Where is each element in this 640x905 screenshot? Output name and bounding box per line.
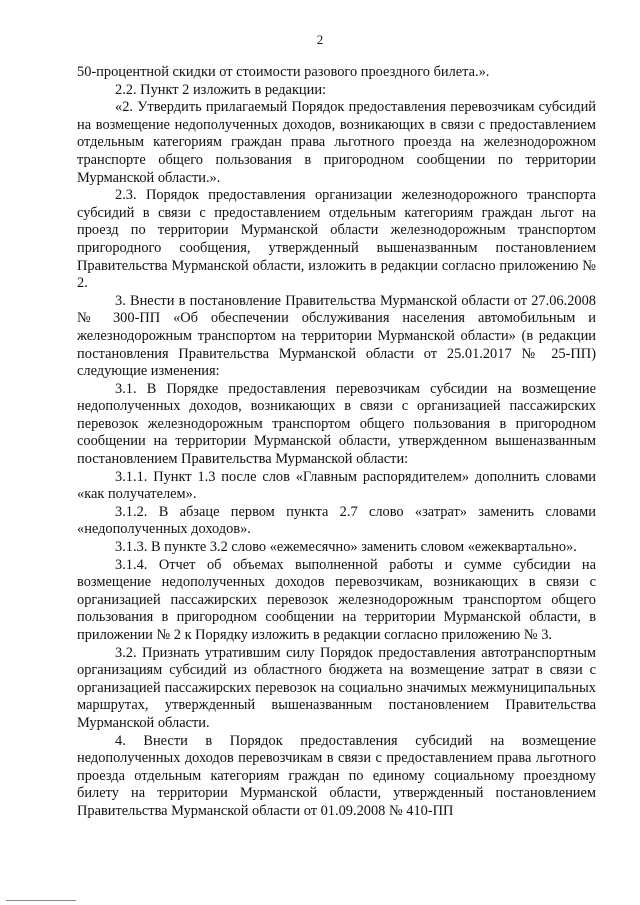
paragraph-3-1: 3.1. В Порядке предоставления перевозчикам субсидии на возмещение недополученных доходов, возникающих в связи с организацией пассажирских перевозок железнодорожным транспортом общего пользования в пригородном сообщении на территории Мурманской области, утвержденном вышеназванным постановлением Правительства Мурманской области:: [77, 380, 596, 468]
paragraph-3-2: 3.2. Признать утратившим силу Порядок предоставления автотранспортным организациям субсидий из областного бюджета на возмещение затрат в связи с организацией пассажирских перевозок на социально значимых межмуниципальных маршрутах, утвержденный вышеназванным постановлением Правительства Мурманской области.: [77, 644, 596, 731]
paragraph-continuation: 50-процентной скидки от стоимости разового проездного билета.».: [77, 64, 490, 80]
paragraph-2-3: 2.3. Порядок предоставления организации железнодорожного транспорта субсидий в связи с предоставлением отдельным категориям граждан льгот на проезд по территории Мурманской области железнодорожным транспортом пригородного сообщения, утвержденный вышеназванным постановлением Правительства Мурманской области, изложить в редакции согласно приложению № 2.: [77, 187, 596, 292]
document-body: [77, 64, 596, 821]
paragraph-3: 3. Внести в постановление Правительства Мурманской области от 27.06.2008 № 300-ПП «Об обеспечении обслуживания населения автомобильным и железнодорожным транспортом на территории Мурманской области» (в редакции постановления Правительства Мурманской области от 25.01.2017 № 25-ПП) следующие изменения:: [77, 292, 596, 380]
paragraph-4: 4. Внести в Порядок предоставления субсидий на возмещение недополученных доходов перевозчикам в связи с предоставлением права льготного проезда отдельным категориям граждан по единому социальному проездному билету на территории Мурманской области, утвержденный постановлением Правительства Мурманской области от 01.09.2008 № 410-ПП: [77, 732, 596, 819]
footer-rule: [6, 900, 76, 901]
page-number: 2: [316, 32, 324, 47]
paragraph-3-1-3: 3.1.3. В пункте 3.2 слово «ежемесячно» заменить словом «ежеквартально».: [115, 539, 577, 556]
paragraph-3-1-2: 3.1.2. В абзаце первом пункта 2.7 слово «затрат» заменить словами «недополученных доходов».: [77, 503, 596, 538]
paragraph-3-1-4: 3.1.4. Отчет об объемах выполненной работы и сумме субсидии на возмещение недополученных доходов перевозчикам, возникающих в связи с организацией пассажирских перевозок железнодорожным транспортом общего пользования в пригородном сообщении на территории Мурманской области, в приложении № 2 к Порядку изложить в редакции согласно приложению № 3.: [77, 556, 596, 643]
paragraph-2-2: 2.2. Пункт 2 изложить в редакции:: [115, 81, 327, 98]
paragraph-3-1-1: 3.1.1. Пункт 1.3 после слов «Главным распорядителем» дополнить словами «как получателем».: [77, 468, 596, 503]
paragraph-quoted-item-2: «2. Утвердить прилагаемый Порядок предоставления перевозчикам субсидий на возмещение недополученных доходов, возникающих в связи с предоставлением отдельным категориям граждан права льготного проезда на железнодорожном транспорте общего пользования в пригородном сообщении по территории Мурманской области.».: [77, 99, 596, 186]
